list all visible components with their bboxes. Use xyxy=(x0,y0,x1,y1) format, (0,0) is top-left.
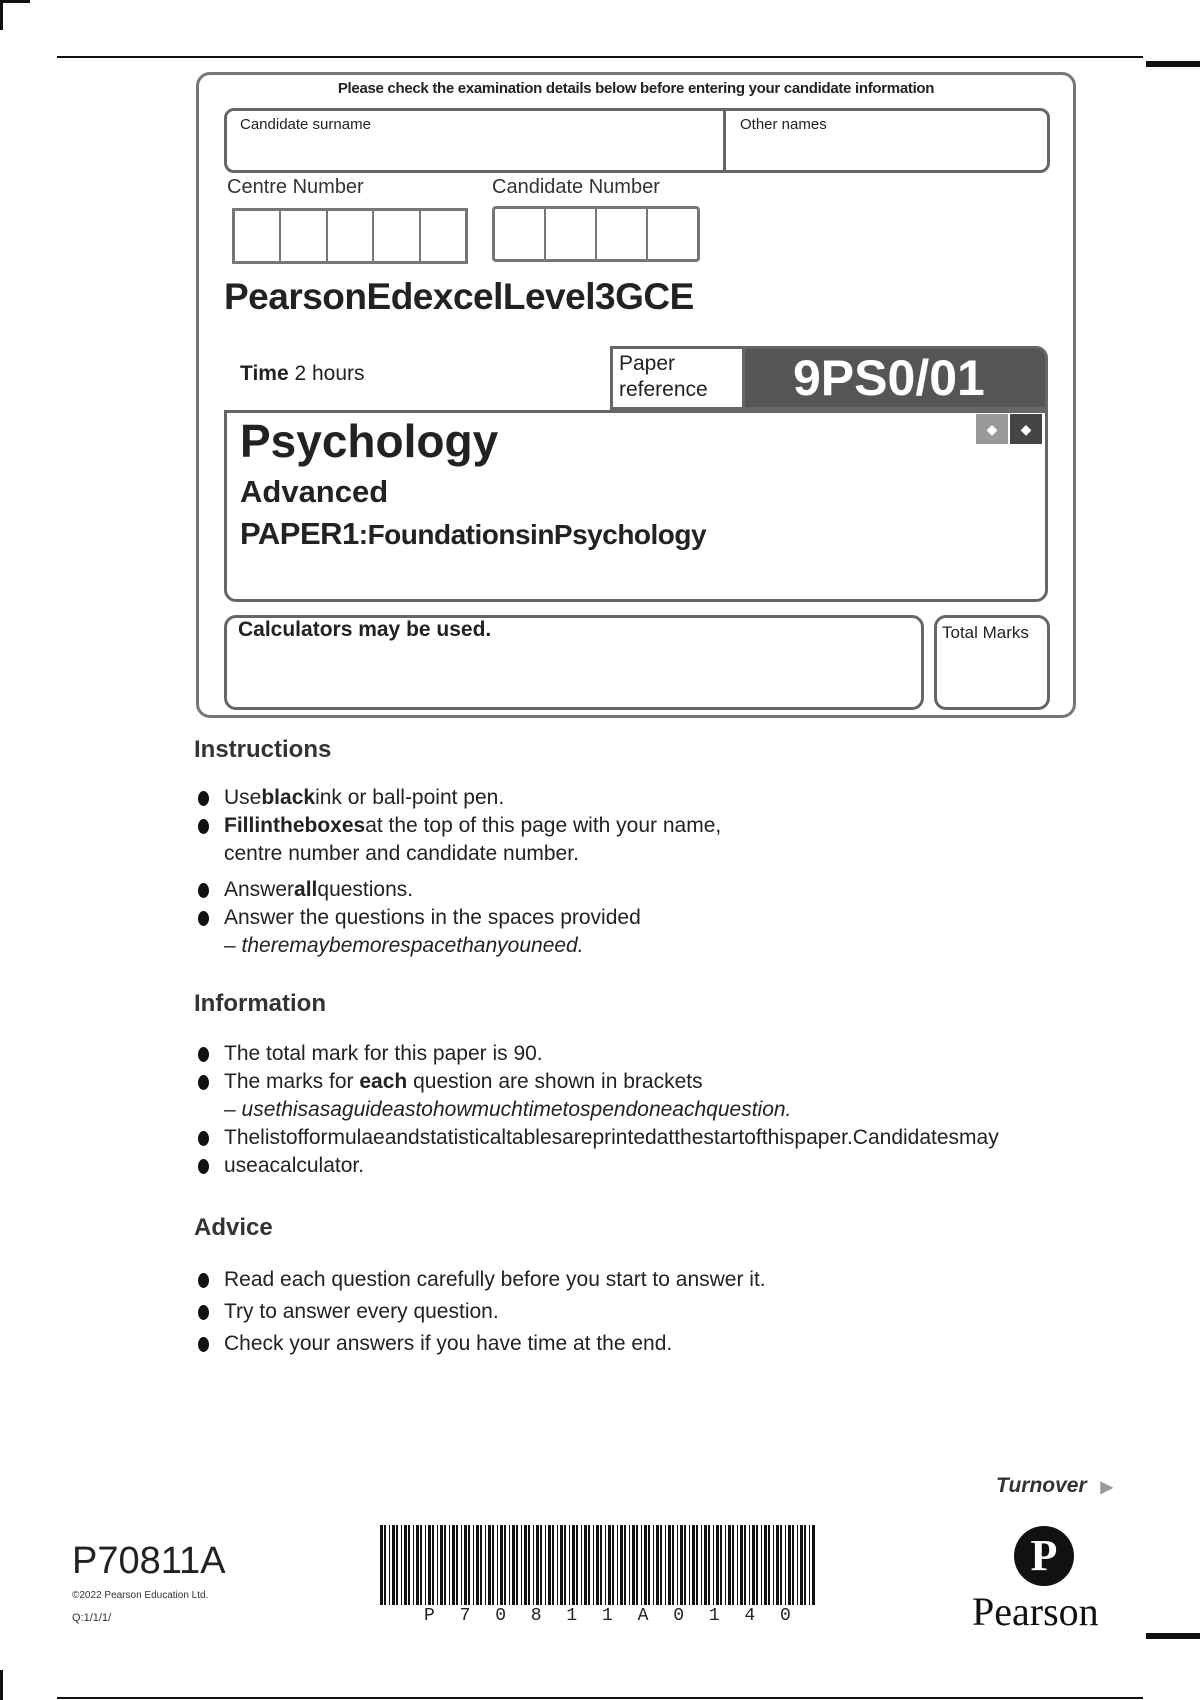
barcode-bar xyxy=(785,1525,786,1605)
paper-name: :FoundationsinPsychology xyxy=(358,519,707,550)
barcode-bar xyxy=(509,1525,510,1605)
list-item: Answerallquestions. xyxy=(194,876,721,904)
barcode-bar xyxy=(752,1525,755,1605)
name-divider xyxy=(723,108,726,173)
bottom-rule xyxy=(57,1697,1143,1699)
crop-mark-top-right xyxy=(1146,61,1200,67)
barcode-bar xyxy=(468,1525,470,1605)
barcode-bar xyxy=(665,1525,666,1605)
barcode xyxy=(380,1525,820,1605)
barcode-bar xyxy=(648,1525,650,1605)
candidate-digit-box[interactable] xyxy=(648,209,697,259)
barcode-bar xyxy=(524,1525,527,1605)
list-item: Fillintheboxesat the top of this page with your name, xyxy=(194,812,721,840)
barcode-bar xyxy=(656,1525,659,1605)
instructions-heading: Instructions xyxy=(194,736,332,763)
candidate-digit-box[interactable] xyxy=(597,209,648,259)
candidate-number-boxes[interactable] xyxy=(492,206,700,262)
barcode-bar xyxy=(732,1525,734,1605)
barcode-bar xyxy=(401,1525,402,1605)
list-item-continuation: – theremaybemorespacethanyouneed. xyxy=(224,934,584,957)
information-heading: Information xyxy=(194,990,326,1017)
barcode-bar xyxy=(629,1525,630,1605)
barcode-bar xyxy=(749,1525,750,1605)
barcode-bar xyxy=(797,1525,798,1605)
barcode-bar xyxy=(456,1525,458,1605)
barcode-bar xyxy=(588,1525,590,1605)
list-item: Read each question carefully before you start to answer it. xyxy=(194,1266,766,1294)
barcode-bar xyxy=(492,1525,494,1605)
barcode-bar xyxy=(452,1525,455,1605)
barcode-bar xyxy=(545,1525,546,1605)
barcode-bar xyxy=(780,1525,782,1605)
barcode-bar xyxy=(812,1525,815,1605)
question-ref: Q:1/1/1/ xyxy=(72,1612,112,1624)
turn-over-label: Turnover xyxy=(996,1474,1087,1497)
barcode-bar xyxy=(692,1525,695,1605)
barcode-bar xyxy=(552,1525,554,1605)
advice-list xyxy=(194,1266,766,1358)
barcode-bar xyxy=(668,1525,671,1605)
copyright: ©2022 Pearson Education Ltd. xyxy=(72,1590,209,1601)
calculator-note: Calculators may be used. xyxy=(238,618,492,641)
barcode-bar xyxy=(596,1525,599,1605)
barcode-bar xyxy=(557,1525,558,1605)
barcode-bar xyxy=(572,1525,575,1605)
candidate-digit-box[interactable] xyxy=(546,209,597,259)
subject-box-top-border xyxy=(230,410,1048,413)
subject-level: Advanced xyxy=(240,474,389,509)
candidate-digit-box[interactable] xyxy=(495,209,546,259)
barcode-bar xyxy=(708,1525,710,1605)
centre-digit-box[interactable] xyxy=(421,211,465,261)
barcode-bar xyxy=(672,1525,674,1605)
barcode-bar xyxy=(600,1525,602,1605)
centre-number-boxes[interactable] xyxy=(232,208,468,264)
crop-mark-top-left-v xyxy=(0,0,3,30)
header-notice: Please check the examination details below before entering your candidate information xyxy=(337,80,935,97)
barcode-bar xyxy=(689,1525,690,1605)
paper-reference-label-box xyxy=(613,349,745,407)
advice-heading: Advice xyxy=(194,1214,273,1241)
barcode-bar xyxy=(396,1525,398,1605)
barcode-bar xyxy=(416,1525,419,1605)
barcode-bar xyxy=(444,1525,446,1605)
list-item: Try to answer every question. xyxy=(194,1298,766,1326)
barcode-bar xyxy=(392,1525,395,1605)
barcode-bar xyxy=(725,1525,726,1605)
crop-mark-top-left-h xyxy=(0,0,30,3)
list-item: useacalculator. xyxy=(194,1152,999,1180)
list-item: Thelistofformulaeandstatisticaltablesareprintedatthestartofthispaper.Candidatesmay xyxy=(194,1124,999,1152)
barcode-bar xyxy=(485,1525,486,1605)
barcode-bar xyxy=(380,1525,383,1605)
list-item: Useblackink or ball-point pen. xyxy=(194,784,721,812)
paper-title xyxy=(240,516,706,552)
total-marks-label: Total Marks xyxy=(942,623,1029,642)
exam-board: PearsonEdexcelLevel3GCE xyxy=(224,276,694,317)
barcode-bar xyxy=(804,1525,806,1605)
barcode-bar xyxy=(716,1525,719,1605)
paper-reference-label-line2: reference xyxy=(619,378,708,401)
barcode-bar xyxy=(593,1525,594,1605)
other-names-input[interactable] xyxy=(728,136,1046,170)
barcode-bar xyxy=(533,1525,534,1605)
barcode-bar xyxy=(660,1525,662,1605)
instructions-list xyxy=(194,784,721,960)
barcode-bar xyxy=(413,1525,414,1605)
barcode-bar xyxy=(548,1525,551,1605)
barcode-bar xyxy=(653,1525,654,1605)
pearson-brand: Pearson xyxy=(972,1589,1099,1634)
barcode-bar xyxy=(437,1525,438,1605)
diamond-icon: ◆ xyxy=(976,414,1008,444)
barcode-bar xyxy=(512,1525,515,1605)
barcode-bar xyxy=(500,1525,503,1605)
crop-mark-bottom-left xyxy=(0,1670,3,1700)
barcode-bar xyxy=(464,1525,467,1605)
barcode-bar xyxy=(617,1525,618,1605)
barcode-bar xyxy=(404,1525,407,1605)
barcode-bar xyxy=(720,1525,722,1605)
crop-mark-bottom-right xyxy=(1146,1633,1200,1639)
list-item: The total mark for this paper is 90. xyxy=(194,1040,999,1068)
diamond-icon: ◆ xyxy=(1010,414,1042,444)
barcode-bar xyxy=(449,1525,450,1605)
information-list xyxy=(194,1040,999,1180)
barcode-bar xyxy=(776,1525,779,1605)
surname-input[interactable] xyxy=(228,136,720,170)
barcode-bar xyxy=(641,1525,642,1605)
candidate-number-label: Candidate Number xyxy=(492,176,660,198)
barcode-bar xyxy=(728,1525,731,1605)
barcode-bar xyxy=(581,1525,582,1605)
barcode-bar xyxy=(440,1525,443,1605)
barcode-bar xyxy=(696,1525,698,1605)
barcode-bar xyxy=(773,1525,774,1605)
barcode-bar xyxy=(540,1525,542,1605)
barcode-bar xyxy=(612,1525,614,1605)
barcode-bar xyxy=(476,1525,479,1605)
barcode-bar xyxy=(761,1525,762,1605)
centre-digit-box[interactable] xyxy=(281,211,327,261)
barcode-bar xyxy=(704,1525,707,1605)
time-label: Time xyxy=(240,362,289,385)
list-item: Check your answers if you have time at the end. xyxy=(194,1330,766,1358)
other-names-label: Other names xyxy=(740,116,827,133)
barcode-bar xyxy=(684,1525,686,1605)
centre-digit-box[interactable] xyxy=(328,211,374,261)
list-item-continuation: – usethisasaguideastohowmuchtimetospendoneachquestion. xyxy=(224,1098,792,1121)
paper-reference-box xyxy=(610,346,1048,410)
barcode-bar xyxy=(788,1525,791,1605)
barcode-bar xyxy=(764,1525,767,1605)
barcode-bar xyxy=(461,1525,462,1605)
top-rule xyxy=(57,56,1143,58)
barcode-bar xyxy=(605,1525,606,1605)
barcode-bar xyxy=(473,1525,474,1605)
barcode-bar xyxy=(569,1525,570,1605)
barcode-bar xyxy=(497,1525,498,1605)
list-item: The marks for each question are shown in brackets xyxy=(194,1068,999,1096)
paper-code: P70811A xyxy=(72,1540,226,1582)
pearson-logo-icon: P xyxy=(1014,1526,1074,1586)
barcode-bar xyxy=(680,1525,683,1605)
barcode-bar xyxy=(432,1525,434,1605)
barcode-bar xyxy=(632,1525,635,1605)
barcode-bar xyxy=(677,1525,678,1605)
barcode-bar xyxy=(420,1525,422,1605)
barcode-bar xyxy=(624,1525,626,1605)
turn-over xyxy=(996,1474,1113,1498)
barcode-bar xyxy=(636,1525,638,1605)
time-allowed xyxy=(240,362,365,386)
barcode-bar xyxy=(740,1525,743,1605)
paper-reference-label-line1: Paper xyxy=(619,352,676,375)
centre-number-label: Centre Number xyxy=(227,176,364,198)
barcode-bar xyxy=(800,1525,803,1605)
barcode-bar xyxy=(608,1525,611,1605)
barcode-bar xyxy=(536,1525,539,1605)
barcode-bar xyxy=(488,1525,491,1605)
play-arrow-icon: ▶ xyxy=(1100,1479,1113,1496)
list-item: Answer the questions in the spaces provided xyxy=(194,904,721,932)
centre-digit-box[interactable] xyxy=(235,211,281,261)
barcode-bar xyxy=(809,1525,810,1605)
barcode-bar xyxy=(576,1525,578,1605)
barcode-bar xyxy=(389,1525,390,1605)
barcode-bar xyxy=(528,1525,530,1605)
surname-label: Candidate surname xyxy=(240,116,371,133)
barcode-bar xyxy=(584,1525,587,1605)
barcode-bar xyxy=(644,1525,647,1605)
barcode-bar xyxy=(384,1525,386,1605)
barcode-bar xyxy=(713,1525,714,1605)
barcode-bar xyxy=(756,1525,758,1605)
barcode-bar xyxy=(701,1525,702,1605)
paper-reference-code: 9PS0/01 xyxy=(793,350,985,406)
barcode-bar xyxy=(737,1525,738,1605)
subject-title: Psychology xyxy=(240,415,499,467)
barcode-bar xyxy=(516,1525,518,1605)
barcode-text: P 7 0 8 1 1 A 0 1 4 0 xyxy=(420,1606,808,1626)
time-value: 2 hours xyxy=(294,362,365,385)
paper-prefix: PAPER1 xyxy=(240,516,359,551)
centre-digit-box[interactable] xyxy=(374,211,420,261)
barcode-bar xyxy=(792,1525,794,1605)
barcode-bar xyxy=(768,1525,770,1605)
barcode-bar xyxy=(521,1525,522,1605)
barcode-bar xyxy=(425,1525,426,1605)
list-item-continuation: centre number and candidate number. xyxy=(224,842,579,865)
barcode-bar xyxy=(408,1525,410,1605)
barcode-bar xyxy=(744,1525,746,1605)
barcode-bar xyxy=(620,1525,623,1605)
barcode-bar xyxy=(480,1525,482,1605)
barcode-bar xyxy=(504,1525,506,1605)
barcode-bar xyxy=(428,1525,431,1605)
barcode-bar xyxy=(560,1525,563,1605)
barcode-bar xyxy=(564,1525,566,1605)
